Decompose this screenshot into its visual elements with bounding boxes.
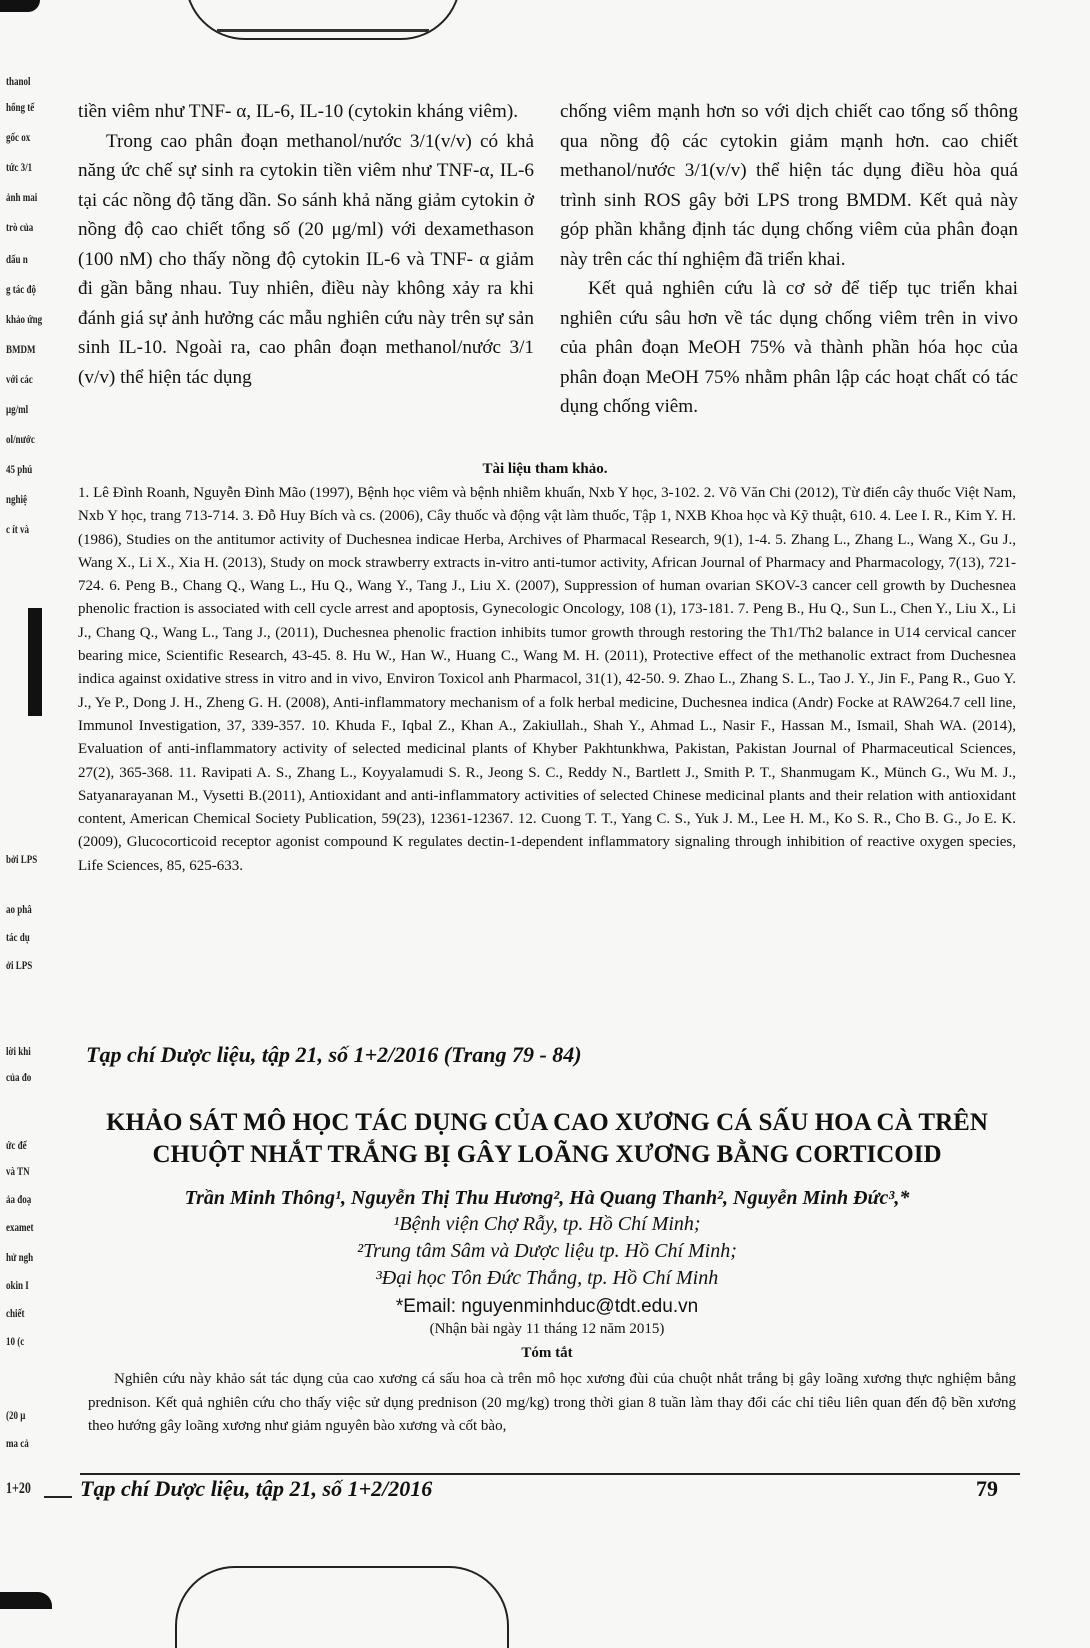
margin-fragment: khảo ứng [6, 312, 43, 326]
reference-item: 7. Peng B., Hu Q., Sun L., Chen Y., Liu X., Li J., Chang Q., Wang L., Tang J., (2011), Duchesnea phenolic fraction inhibits tumor growth through restoring the Th1/Th2 balance in U14 cervical cancer bearing mice, Scientific Research, 43-45. [78, 601, 1016, 665]
margin-rule [44, 1496, 72, 1498]
margin-fragment: và TN [6, 1164, 30, 1178]
contact-email: *Email: nguyenminhduc@tdt.edu.vn [395, 1296, 699, 1317]
journal-citation: Tạp chí Dược liệu, tập 21, số 1+2/2016 (Trang 79 - 84) [86, 1042, 582, 1067]
margin-fragment: với các [6, 372, 33, 386]
reference-item: 5. Zhang L., Zhang L., Wang X., Gu J., Wang X., Li X., Xia H. (2013), Study on mock strawberry extracts in-vitro anti-tumor activity, African Journal of Pharmacy and Pharmacology, 7(13), 721-724. [78, 531, 1016, 595]
facing-page-margin [0, 0, 72, 1609]
affiliations [78, 1211, 1016, 1292]
scan-artifact [175, 1566, 509, 1648]
margin-fragment: 1+20 [6, 1480, 31, 1497]
reference-item: 12. Cuong T. T., Yang C. S., Yuk J. M., Lee H. M., Ko S. R., Cho B. G., Jo E. K. (2009), Glucocorticoid receptor agonist compound K regulates dectin-1-dependent inflammatory signaling through inhibition of reactive oxygen species, Life Sciences, 85, 625-633. [78, 811, 1016, 874]
reference-item: 9. Zhao L., Zhang S. L., Tao J. Y., Jin F., Pang R., Guo Y. J., Ye P., Dong J. H., Zheng G. H. (2008), Anti-inflammatory mechanism of a folk herbal medicine, Duchesnea indica (Andr) Focke at RAW264.7 cell line, Immunol Investigation, 37, 339-357. [78, 671, 1017, 734]
left-text-column [78, 97, 534, 392]
margin-fragment: ma cả [6, 1436, 29, 1450]
margin-fragment: 10 (c [6, 1334, 25, 1348]
margin-fragment: hổng tế [6, 100, 35, 114]
margin-fragment: (20 μ [6, 1408, 26, 1422]
reference-item: 3. Đỗ Huy Bích và cs. (2006), Cây thuốc và động vật làm thuốc, Tập 1, NXB Khoa học và Kỹ thuật, 610. [242, 508, 877, 525]
page-number: 79 [976, 1476, 998, 1501]
abstract-heading: Tóm tắt [521, 1345, 573, 1361]
margin-fragment: tức 3/1 [6, 160, 33, 174]
affiliation: ¹Bệnh viện Chợ Rẫy, tp. Hồ Chí Minh; [393, 1213, 701, 1235]
right-text-column [560, 97, 1018, 422]
margin-fragment: dấu n [6, 252, 28, 266]
margin-fragment: c ít và [6, 522, 29, 536]
references-heading: Tài liệu tham khảo. [482, 461, 608, 477]
affiliation: ³Đại học Tôn Đức Thắng, tp. Hồ Chí Minh [375, 1267, 719, 1289]
margin-fragment: trò của [6, 220, 34, 234]
margin-fragment: tác dụ [6, 930, 30, 944]
authors: Trần Minh Thông¹, Nguyễn Thị Thu Hương², Hà Quang Thanh², Nguyễn Minh Đức³,* [184, 1187, 910, 1209]
margin-fragment: gốc ox [6, 130, 31, 144]
body-paragraph: Trong cao phân đoạn methanol/nước 3/1(v/v) có khả năng ức chế sự sinh ra cytokin tiền viêm như TNF-α, IL-6 tại các nồng độ tăng dần. So sánh khả năng giảm cytokin ở nồng độ cao chiết tổng số (20 μg/ml) với dexamethason (100 nM) cho thấy nồng độ cytokin IL-6 và TNF- α giảm đi gần bằng nhau. Tuy nhiên, điều này không xảy ra khi đánh giá sự ảnh hưởng các mẫu nghiên cứu này trên sự sản sinh IL-10. Ngoài ra, cao phân đoạn methanol/nước 3/1 (v/v) thể hiện tác dụng [78, 130, 534, 388]
received-date: (Nhận bài ngày 11 tháng 12 năm 2015) [429, 1321, 665, 1337]
margin-fragment: g tác độ [6, 282, 36, 296]
margin-fragment: ao phâ [6, 902, 32, 916]
reference-item: 4. Lee I. R., Kim Y. H. (1986), Studies on the antitumor activity of Duchesnea indicae Herba, Archives of Pharmacal Research, 9(1), 1-4. [78, 508, 1017, 548]
article-title: KHẢO SÁT MÔ HỌC TÁC DỤNG CỦA CAO XƯƠNG CÁ SẤU HOA CÀ TRÊN CHUỘT NHẮT TRẮNG BỊ GÂY LOÃNG XƯƠNG BẰNG CORTICOID [106, 1109, 988, 1168]
margin-fragment: 45 phú [6, 462, 33, 476]
margin-black-bar [28, 608, 42, 716]
body-paragraph: chống viêm mạnh hơn so với dịch chiết cao tổng số thông qua nồng độ các cytokin giảm mạnh hơn. cao chiết methanol/nước 3/1(v/v) thể hiện tác dụng điều hòa quá trình sinh ROS gây bởi LPS trong BMDM. Kết quả này góp phần khẳng định tác dụng chống viêm của phân đoạn này trên các thí nghiệm đã triển khai. [560, 101, 1018, 270]
reference-item: 2. Võ Văn Chi (2012), Từ điển cây thuốc Việt Nam, Nxb Y học, trang 713-714. [78, 485, 1017, 525]
scan-artifact [185, 0, 461, 40]
margin-fragment: của đo [6, 1070, 32, 1084]
footer-journal: Tạp chí Dược liệu, tập 21, số 1+2/2016 [80, 1476, 433, 1501]
margin-fragment: ảnh mai [6, 190, 38, 204]
margin-fragment: ol/nước [6, 432, 35, 446]
body-paragraph: Kết quả nghiên cứu là cơ sở để tiếp tục triển khai nghiên cứu sâu hơn về tác dụng chống viêm trên in vivo của phân đoạn MeOH 75% và thành phần hóa học của phân đoạn MeOH 75% nhằm phân lập các hoạt chất có tác dụng chống viêm. [560, 278, 1018, 417]
reference-item: 8. Hu W., Han W., Huang C., Wang M. H. (2011), Protective effect of the methanolic extract from Duchesnea indica against oxidative stress in vitro and in vivo, Environ Toxicol anh Pharmacol, 31(1), 42-50. [78, 648, 1016, 688]
margin-fragment: ức đế [6, 1138, 27, 1152]
body-paragraph: tiền viêm như TNF- α, IL-6, IL-10 (cytokin kháng viêm). [78, 101, 519, 122]
reference-item: 1. Lê Đình Roanh, Nguyễn Đình Mão (1997), Bệnh học viêm và bệnh nhiễm khuẩn, Nxb Y học, 3-102. [78, 485, 700, 501]
margin-fragment: lời khi [6, 1044, 31, 1058]
margin-fragment: bởi LPS [6, 852, 38, 866]
margin-fragment: thanol [6, 74, 31, 88]
margin-fragment: hử ngh [6, 1250, 34, 1264]
margin-fragment: ởi LPS [6, 958, 33, 972]
margin-fragment: okin I [6, 1278, 29, 1292]
margin-fragment: ảa đoạ [6, 1192, 32, 1206]
margin-fragment: examet [6, 1220, 34, 1234]
abstract-text: Nghiên cứu này khảo sát tác dụng của cao xương cá sấu hoa cà trên mô học xương đùi của chuột nhắt trắng bị gây loãng xương thực nghiệm bằng prednison. Kết quả nghiên cứu cho thấy việc sử dụng prednison (20 mg/kg) trong thời gian 8 tuần làm thay đổi các chỉ tiêu liên quan đến độ bền xương theo hướng gây loãng xương như giảm nguyên bào xương và cốt bào, [88, 1371, 1016, 1435]
margin-fragment: chiết [6, 1306, 25, 1320]
margin-fragment: μg/ml [6, 402, 29, 416]
references-list [78, 482, 1016, 878]
reference-item: 6. Peng B., Chang Q., Wang L., Hu Q., Wang Y., Tang J., Liu X. (2007), Suppression of human ovarian SKOV-3 cancer cell growth by Duchesnea phenolic fraction is associated with cell cycle arrest and apoptosis, Gynecologic Oncology, 108 (1), 173-181. [78, 578, 1017, 618]
reference-item: 10. Khuda F., Iqbal Z., Khan A., Zakiullah., Shah Y., Ahmad L., Nasir F., Hassan M., Ismail, Shah WA. (2014), Evaluation of anti-inflammatory activity of selected medicinal plants of Khyber Pakhtunkhwa, Pakistan, Pakistan Journal of Pharmaceutical Sciences, 27(2), 365-368. [78, 717, 1016, 781]
margin-fragment: nghiệ [6, 492, 28, 506]
footer-rule [80, 1473, 1020, 1475]
reference-item: 11. Ravipati A. S., Zhang L., Koyyalamudi S. R., Jeong S. C., Reddy N., Bartlett J., Smith P. T., Shanmugam K., Münch G., Wu M. J., Satyanarayanan M., Vysetti B.(2011), Antioxidant and anti-inflammatory activities of selected Chinese medicinal plants and their relation with antioxidant content, American Chemical Society Publication, 59(23), 12361-12367. [78, 764, 1016, 828]
affiliation: ²Trung tâm Sâm và Dược liệu tp. Hồ Chí Minh; [357, 1240, 737, 1262]
margin-fragment: BMDM [6, 342, 36, 356]
